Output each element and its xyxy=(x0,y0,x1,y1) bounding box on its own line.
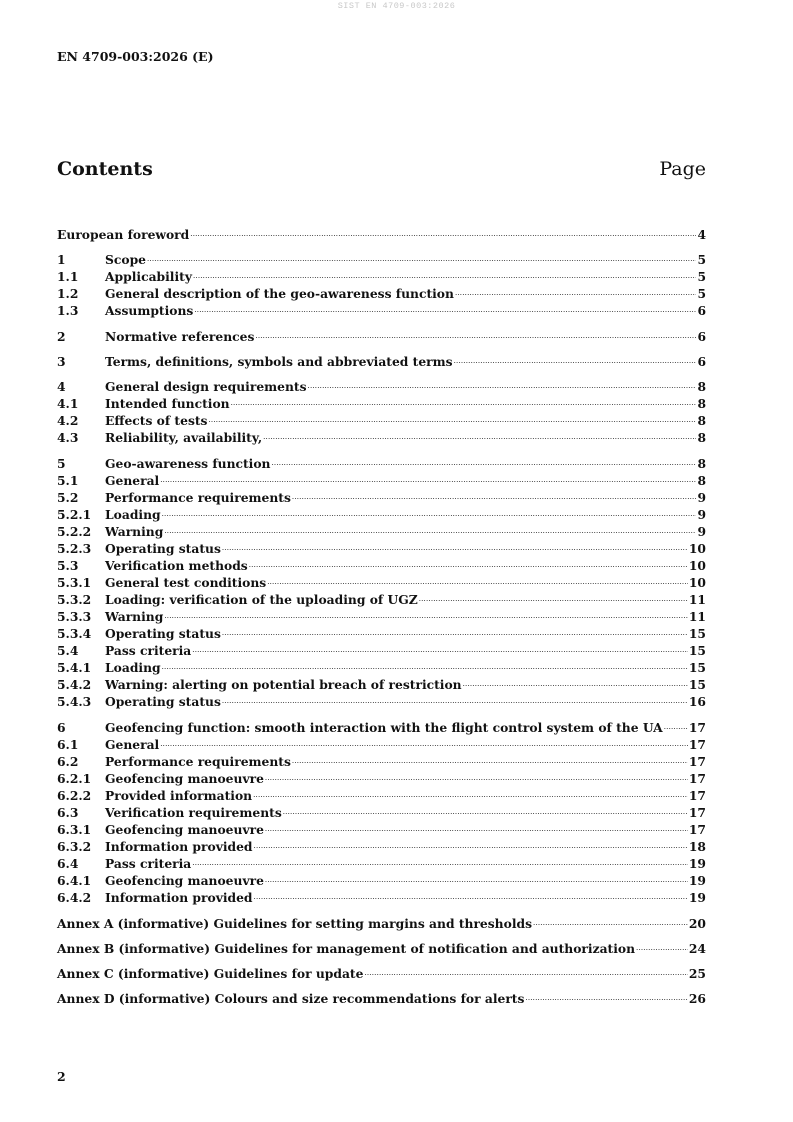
toc-entry[interactable] xyxy=(57,606,706,624)
toc-entry[interactable] xyxy=(57,589,706,607)
toc-entry-title: Warning: alerting on potential breach of restriction xyxy=(105,677,462,692)
document-id-header: EN 4709-003:2026 (E) xyxy=(57,49,214,64)
toc-entry-page: 9 xyxy=(697,507,706,522)
toc-entry-number: 5.4.3 xyxy=(57,694,92,709)
toc-entry-page: 10 xyxy=(688,558,706,573)
toc-entry-page: 16 xyxy=(688,694,706,709)
toc-entry[interactable] xyxy=(57,853,706,871)
toc-leader-dots xyxy=(292,487,697,502)
toc-leader-dots xyxy=(636,938,688,953)
toc-entry-page: 19 xyxy=(688,873,706,888)
toc-entry-number: 4.3 xyxy=(57,430,79,445)
toc-entry-page: 8 xyxy=(697,396,706,411)
toc-leader-dots xyxy=(164,521,696,536)
toc-leader-dots xyxy=(272,453,697,468)
toc-entry-number: 5.4.2 xyxy=(57,677,92,692)
toc-entry[interactable] xyxy=(57,487,706,505)
toc-entry-number: 5.3 xyxy=(57,558,79,573)
toc-entry-number: 6.4 xyxy=(57,856,79,871)
toc-entry[interactable] xyxy=(57,963,706,981)
toc-entry-page: 17 xyxy=(688,822,706,837)
toc-entry-title: Operating status xyxy=(105,694,221,709)
toc-entry-page: 15 xyxy=(688,626,706,641)
toc-entry-title: General xyxy=(105,473,160,488)
toc-entry-number: 1.3 xyxy=(57,303,79,318)
toc-entry-page: 20 xyxy=(688,916,706,931)
page-column-label: Page xyxy=(659,158,706,180)
toc-entry-title: General test conditions xyxy=(105,575,267,590)
toc-leader-dots xyxy=(255,326,696,341)
toc-entry-page: 8 xyxy=(697,379,706,394)
toc-entry[interactable] xyxy=(57,938,706,956)
toc-entry-page: 26 xyxy=(688,991,706,1006)
toc-entry-number: 1.2 xyxy=(57,286,79,301)
toc-entry-title: Loading xyxy=(105,507,161,522)
toc-leader-dots xyxy=(192,853,688,868)
toc-entry-title: Geofencing manoeuvre xyxy=(105,873,264,888)
toc-entry-number: 4 xyxy=(57,379,66,394)
toc-entry[interactable] xyxy=(57,266,706,284)
toc-entry[interactable] xyxy=(57,988,706,1006)
toc-entry-title: European foreword xyxy=(57,227,190,242)
toc-entry-page: 17 xyxy=(688,737,706,752)
toc-entry-title: Operating status xyxy=(105,626,221,641)
toc-entry-title: Information provided xyxy=(105,839,253,854)
toc-entry-number: 2 xyxy=(57,329,66,344)
toc-leader-dots xyxy=(160,734,688,749)
toc-entry-title: Verification requirements xyxy=(105,805,282,820)
toc-entry[interactable] xyxy=(57,300,706,318)
toc-entry-number: 6.3.1 xyxy=(57,822,92,837)
toc-entry-title: Geofencing manoeuvre xyxy=(105,771,264,786)
toc-entry-title: Provided information xyxy=(105,788,253,803)
toc-entry-number: 5.2.2 xyxy=(57,524,92,539)
toc-entry-number: 1.1 xyxy=(57,269,79,284)
toc-entry[interactable] xyxy=(57,555,706,573)
toc-entry-page: 10 xyxy=(688,575,706,590)
toc-entry-title: Performance requirements xyxy=(105,754,291,769)
toc-entry-page: 17 xyxy=(688,771,706,786)
toc-entry[interactable] xyxy=(57,657,706,675)
page-number: 2 xyxy=(57,1069,66,1084)
toc-entry-title: Normative references xyxy=(105,329,255,344)
toc-entry-title: General description of the geo-awareness function xyxy=(105,286,454,301)
toc-entry-number: 5.2.1 xyxy=(57,507,92,522)
toc-entry[interactable] xyxy=(57,785,706,803)
toc-entry-page: 6 xyxy=(697,354,706,369)
toc-entry-page: 6 xyxy=(697,329,706,344)
toc-entry-number: 5.3.1 xyxy=(57,575,92,590)
toc-leader-dots xyxy=(208,410,696,425)
toc-entry-page: 17 xyxy=(688,788,706,803)
toc-entry[interactable] xyxy=(57,913,706,931)
toc-leader-dots xyxy=(222,623,688,638)
toc-entry-number: 5.3.3 xyxy=(57,609,92,624)
toc-entry-title: General xyxy=(105,737,160,752)
toc-leader-dots xyxy=(254,887,688,902)
toc-entry-title: Geofencing function: smooth interaction with the flight control system of the UA xyxy=(105,720,663,735)
toc-entry-number: 3 xyxy=(57,354,66,369)
toc-entry-page: 25 xyxy=(688,966,706,981)
toc-entry-title: Verification methods xyxy=(105,558,248,573)
toc-entry-page: 15 xyxy=(688,660,706,675)
toc-entry[interactable] xyxy=(57,768,706,786)
toc-entry-page: 17 xyxy=(688,754,706,769)
toc-entry-title: Annex C (informative) Guidelines for update xyxy=(57,966,364,981)
toc-entry-page: 5 xyxy=(697,286,706,301)
toc-entry-title: Effects of tests xyxy=(105,413,208,428)
toc-entry-number: 6.2.1 xyxy=(57,771,92,786)
toc-entry[interactable] xyxy=(57,887,706,905)
toc-leader-dots xyxy=(267,572,688,587)
toc-leader-dots xyxy=(164,606,688,621)
toc-leader-dots xyxy=(160,470,696,485)
toc-entry-title: Annex D (informative) Colours and size recommendations for alerts xyxy=(57,991,525,1006)
toc-leader-dots xyxy=(194,300,696,315)
toc-entry[interactable] xyxy=(57,504,706,522)
toc-entry-title: Geofencing manoeuvre xyxy=(105,822,264,837)
toc-entry-title: Assumptions xyxy=(105,303,194,318)
toc-leader-dots xyxy=(455,283,697,298)
toc-leader-dots xyxy=(463,674,688,689)
toc-entry-title: Warning xyxy=(105,524,164,539)
toc-entry-title: Annex A (informative) Guidelines for setting margins and thresholds xyxy=(57,916,533,931)
toc-entry-number: 5.3.2 xyxy=(57,592,92,607)
toc-entry-title: Loading xyxy=(105,660,161,675)
toc-entry[interactable] xyxy=(57,224,706,242)
toc-leader-dots xyxy=(162,657,688,672)
toc-entry-title: Pass criteria xyxy=(105,643,192,658)
toc-entry-page: 11 xyxy=(688,609,706,624)
toc-entry-number: 4.2 xyxy=(57,413,79,428)
toc-entry[interactable] xyxy=(57,470,706,488)
toc-entry[interactable] xyxy=(57,351,706,369)
toc-entry-page: 6 xyxy=(697,303,706,318)
toc-entry-number: 6.4.2 xyxy=(57,890,92,905)
toc-leader-dots xyxy=(283,802,688,817)
toc-entry-title: Annex B (informative) Guidelines for management of notification and authorization xyxy=(57,941,636,956)
toc-entry-page: 19 xyxy=(688,856,706,871)
toc-entry-number: 6.4.1 xyxy=(57,873,92,888)
toc-entry-title: Information provided xyxy=(105,890,253,905)
toc-entry-number: 5.3.4 xyxy=(57,626,92,641)
toc-leader-dots xyxy=(231,393,697,408)
toc-entry[interactable] xyxy=(57,623,706,641)
toc-leader-dots xyxy=(419,589,688,604)
toc-leader-dots xyxy=(265,870,688,885)
toc-entry-number: 5.2.3 xyxy=(57,541,92,556)
toc-entry[interactable] xyxy=(57,691,706,709)
toc-leader-dots xyxy=(454,351,697,366)
toc-entry-number: 6.2.2 xyxy=(57,788,92,803)
toc-entry[interactable] xyxy=(57,836,706,854)
toc-entry[interactable] xyxy=(57,249,706,267)
toc-entry-number: 5.2 xyxy=(57,490,79,505)
toc-entry-number: 5 xyxy=(57,456,66,471)
toc-entry-number: 5.1 xyxy=(57,473,79,488)
toc-entry-title: Applicability xyxy=(105,269,192,284)
toc-entry[interactable] xyxy=(57,802,706,820)
toc-entry-page: 4 xyxy=(697,227,706,242)
toc-leader-dots xyxy=(265,819,688,834)
toc-entry-title: Performance requirements xyxy=(105,490,291,505)
toc-entry-page: 24 xyxy=(688,941,706,956)
toc-entry-page: 17 xyxy=(688,720,706,735)
toc-entry[interactable] xyxy=(57,640,706,658)
toc-entry-title: Geo-awareness function xyxy=(105,456,271,471)
toc-leader-dots xyxy=(222,691,688,706)
toc-entry[interactable] xyxy=(57,734,706,752)
toc-entry-title: Warning xyxy=(105,609,164,624)
toc-entry[interactable] xyxy=(57,283,706,301)
toc-entry[interactable] xyxy=(57,453,706,471)
toc-leader-dots xyxy=(253,785,688,800)
toc-entry-number: 1 xyxy=(57,252,66,267)
toc-entry-number: 6 xyxy=(57,720,66,735)
toc-entry-page: 19 xyxy=(688,890,706,905)
toc-entry-number: 4.1 xyxy=(57,396,79,411)
toc-entry-page: 15 xyxy=(688,643,706,658)
toc-entry[interactable] xyxy=(57,572,706,590)
toc-entry[interactable] xyxy=(57,410,706,428)
toc-entry-title: Reliability, availability, xyxy=(105,430,263,445)
toc-leader-dots xyxy=(193,266,696,281)
toc-entry-page: 9 xyxy=(697,490,706,505)
toc-entry[interactable] xyxy=(57,393,706,411)
toc-leader-dots xyxy=(364,963,687,978)
toc-entry[interactable] xyxy=(57,376,706,394)
toc-leader-dots xyxy=(525,988,687,1003)
toc-entry-title: General design requirements xyxy=(105,379,307,394)
toc-leader-dots xyxy=(190,224,696,239)
toc-entry-page: 10 xyxy=(688,541,706,556)
toc-entry[interactable] xyxy=(57,717,706,735)
toc-entry-page: 8 xyxy=(697,413,706,428)
toc-entry-number: 5.4 xyxy=(57,643,79,658)
toc-entry-page: 17 xyxy=(688,805,706,820)
toc-entry-number: 5.4.1 xyxy=(57,660,92,675)
toc-entry-page: 8 xyxy=(697,473,706,488)
toc-entry-page: 11 xyxy=(688,592,706,607)
toc-entry-number: 6.2 xyxy=(57,754,79,769)
toc-entry[interactable] xyxy=(57,819,706,837)
toc-entry-title: Loading: verification of the uploading of UGZ xyxy=(105,592,418,607)
toc-entry-page: 9 xyxy=(697,524,706,539)
toc-leader-dots xyxy=(265,768,688,783)
toc-leader-dots xyxy=(254,836,688,851)
watermark: SIST EN 4709-003:2026 xyxy=(337,1,456,11)
toc-entry[interactable] xyxy=(57,674,706,692)
toc-entry-page: 8 xyxy=(697,456,706,471)
toc-entry-title: Operating status xyxy=(105,541,221,556)
toc-leader-dots xyxy=(192,640,688,655)
toc-leader-dots xyxy=(533,913,688,928)
toc-entry[interactable] xyxy=(57,521,706,539)
toc-entry-number: 6.1 xyxy=(57,737,79,752)
toc-leader-dots xyxy=(162,504,697,519)
toc-entry-title: Scope xyxy=(105,252,146,267)
toc-entry-number: 6.3 xyxy=(57,805,79,820)
toc-leader-dots xyxy=(249,555,688,570)
toc-leader-dots xyxy=(222,538,688,553)
toc-entry[interactable] xyxy=(57,427,706,445)
toc-entry-page: 15 xyxy=(688,677,706,692)
contents-title: Contents xyxy=(57,158,153,180)
toc-entry-title: Terms, definitions, symbols and abbreviated terms xyxy=(105,354,453,369)
toc-leader-dots xyxy=(292,751,688,766)
toc-entry[interactable] xyxy=(57,326,706,344)
toc-leader-dots xyxy=(263,427,696,442)
toc-entry[interactable] xyxy=(57,538,706,556)
toc-entry[interactable] xyxy=(57,870,706,888)
toc-leader-dots xyxy=(664,717,688,732)
toc-leader-dots xyxy=(308,376,697,391)
toc-entry-page: 5 xyxy=(697,269,706,284)
toc-entry-page: 8 xyxy=(697,430,706,445)
toc-entry[interactable] xyxy=(57,751,706,769)
toc-entry-number: 6.3.2 xyxy=(57,839,92,854)
toc-entry-title: Pass criteria xyxy=(105,856,192,871)
toc-entry-title: Intended function xyxy=(105,396,230,411)
toc-entry-page: 18 xyxy=(688,839,706,854)
toc-leader-dots xyxy=(147,249,696,264)
toc-entry-page: 5 xyxy=(697,252,706,267)
